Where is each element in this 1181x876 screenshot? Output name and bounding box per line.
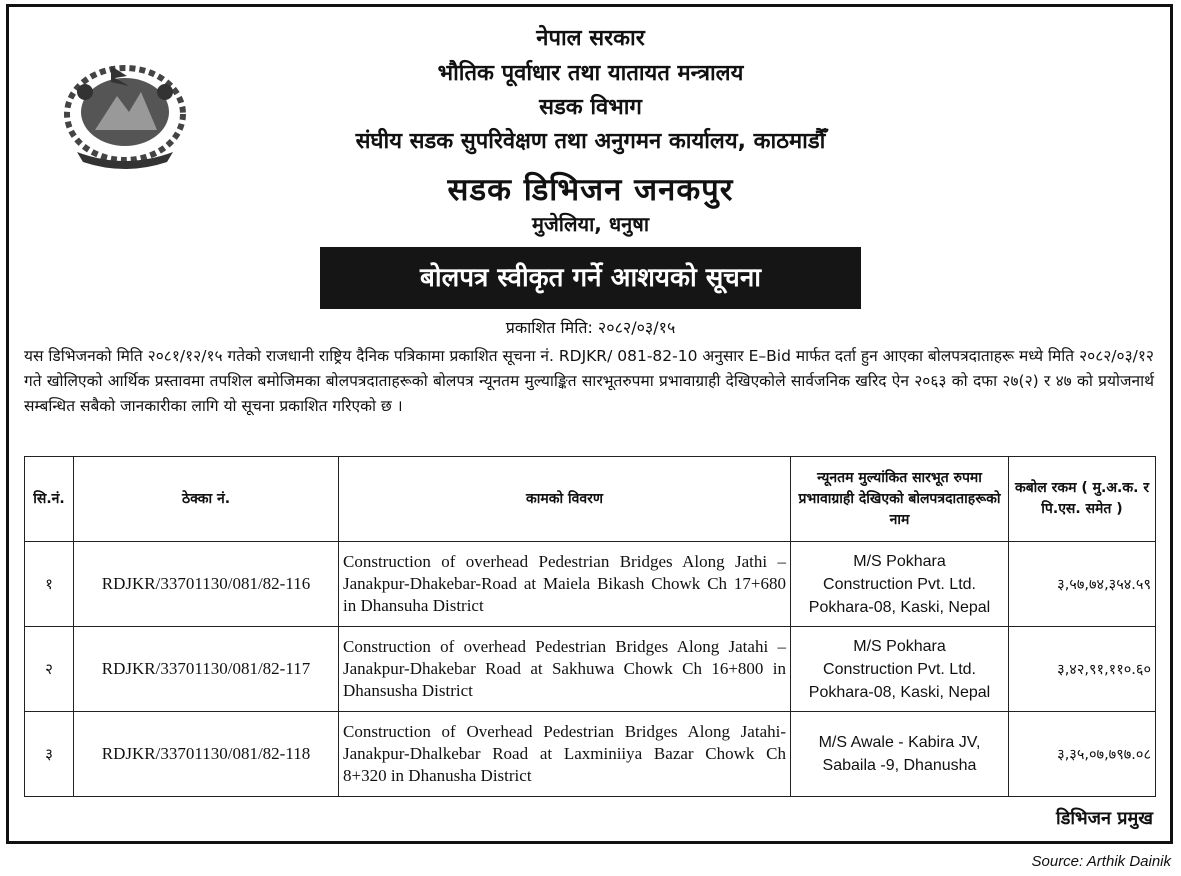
row-bidder <box>791 712 1009 797</box>
table-row <box>25 712 1156 797</box>
row-sn: ३ <box>25 712 74 797</box>
published-date: प्रकाशित मिति: २०८२/०३/१५ <box>505 318 676 337</box>
bidder-line: M/S Awale - Kabira JV, <box>818 734 981 751</box>
row-bidder <box>791 627 1009 712</box>
header-description: कामको विवरण <box>339 457 791 542</box>
row-amount: ३,४२,९१,११०.६० <box>1009 627 1156 712</box>
table-header-row <box>25 457 1156 542</box>
department-name: सडक विभाग <box>539 95 642 120</box>
bidder-line: Pokhara-08, Kaski, Nepal <box>808 683 991 701</box>
bidder-line: M/S Pokhara <box>853 552 946 570</box>
row-description: Construction of Overhead Pedestrian Bridges Along Jatahi-Janakpur-Dhalkebar Road at Laxminiiya Bazar Chowk Ch 8+320 in Dhanusha District <box>339 712 791 797</box>
bidder-line: M/S Pokhara <box>853 637 946 655</box>
table-row <box>25 542 1156 627</box>
notice-title-banner: बोलपत्र स्वीकृत गर्ने आशयको सूचना <box>320 247 861 309</box>
table-row <box>25 627 1156 712</box>
row-contract-no: RDJKR/33701130/081/82-118 <box>74 712 339 797</box>
row-contract-no: RDJKR/33701130/081/82-116 <box>74 542 339 627</box>
row-amount: ३,३५,०७,७९७.०८ <box>1009 712 1156 797</box>
row-bidder <box>791 542 1009 627</box>
ministry-name: भौतिक पूर्वाधार तथा यातायत मन्त्रालय <box>437 61 744 86</box>
bidder-line: Construction Pvt. Ltd. <box>823 660 976 678</box>
header-bidder: न्यूनतम मुल्यांकित सारभूत रुपमा प्रभावाग्राही देखिएको बोलपत्रदाताहरूको नाम <box>791 457 1009 542</box>
signatory-title: डिभिजन प्रमुख <box>1056 808 1153 829</box>
notice-body-text: यस डिभिजनको मिति २०८१/१२/१५ गतेको राजधानी राष्ट्रिय दैनिक पत्रिकामा प्रकाशित सूचना नं. RDJKR/ 081-82-10 अनुसार E–Bid मार्फत दर्ता हुन आएका बोलपत्रदाताहरू मध्ये मिति २०८२/०३/१२ गते खोलिएको आर्थिक प्रस्तावमा तपशिल बमोजिमका बोलपत्रदाताहरूको बोलपत्र न्यूनतम मुल्याङ्कित सारभूतरुपमा प्रभावाग्राही देखिएकोले सार्वजनिक खरिद ऐन २०६३ को दफा २७(२) र ४७ को प्रयोजनार्थ सम्बन्धित सबैको जानकारीका लागि यो सूचना प्रकाशित गरिएको छ । <box>24 347 1154 415</box>
source-credit: Source: Arthik Dainik <box>1031 853 1171 870</box>
division-location: मुजेलिया, धनुषा <box>531 212 650 236</box>
header-contract-no: ठेक्का नं. <box>74 457 339 542</box>
row-description: Construction of overhead Pedestrian Bridges Along Jathi –Janakpur-Dhakebar-Road at Maiela Bikash Chowk Ch 17+680 in Dhansuha District <box>339 542 791 627</box>
bidder-line: Pokhara-08, Kaski, Nepal <box>808 598 991 616</box>
division-name: सडक डिभिजन जनकपुर <box>447 172 734 208</box>
row-amount: ३,५७,७४,३५४.५९ <box>1009 542 1156 627</box>
header-amount: कबोल रकम ( मु.अ.क. र पि.एस. समेत ) <box>1009 457 1156 542</box>
row-sn: २ <box>25 627 74 712</box>
bid-results-table <box>24 456 1156 797</box>
bidder-line: Construction Pvt. Ltd. <box>823 575 976 593</box>
header-sn: सि.नं. <box>25 457 74 542</box>
government-name: नेपाल सरकार <box>536 26 645 51</box>
office-name: संघीय सडक सुपरिवेक्षण तथा अनुगमन कार्यालय, काठमाडौँ <box>355 129 826 154</box>
row-description: Construction of overhead Pedestrian Bridges Along Jatahi –Janakpur-Dhakebar Road at Sakhuwa Chowk Ch 16+800 in Dhansusha District <box>339 627 791 712</box>
row-contract-no: RDJKR/33701130/081/82-117 <box>74 627 339 712</box>
row-sn: १ <box>25 542 74 627</box>
bidder-line: Sabaila -9, Dhanusha <box>822 757 977 774</box>
